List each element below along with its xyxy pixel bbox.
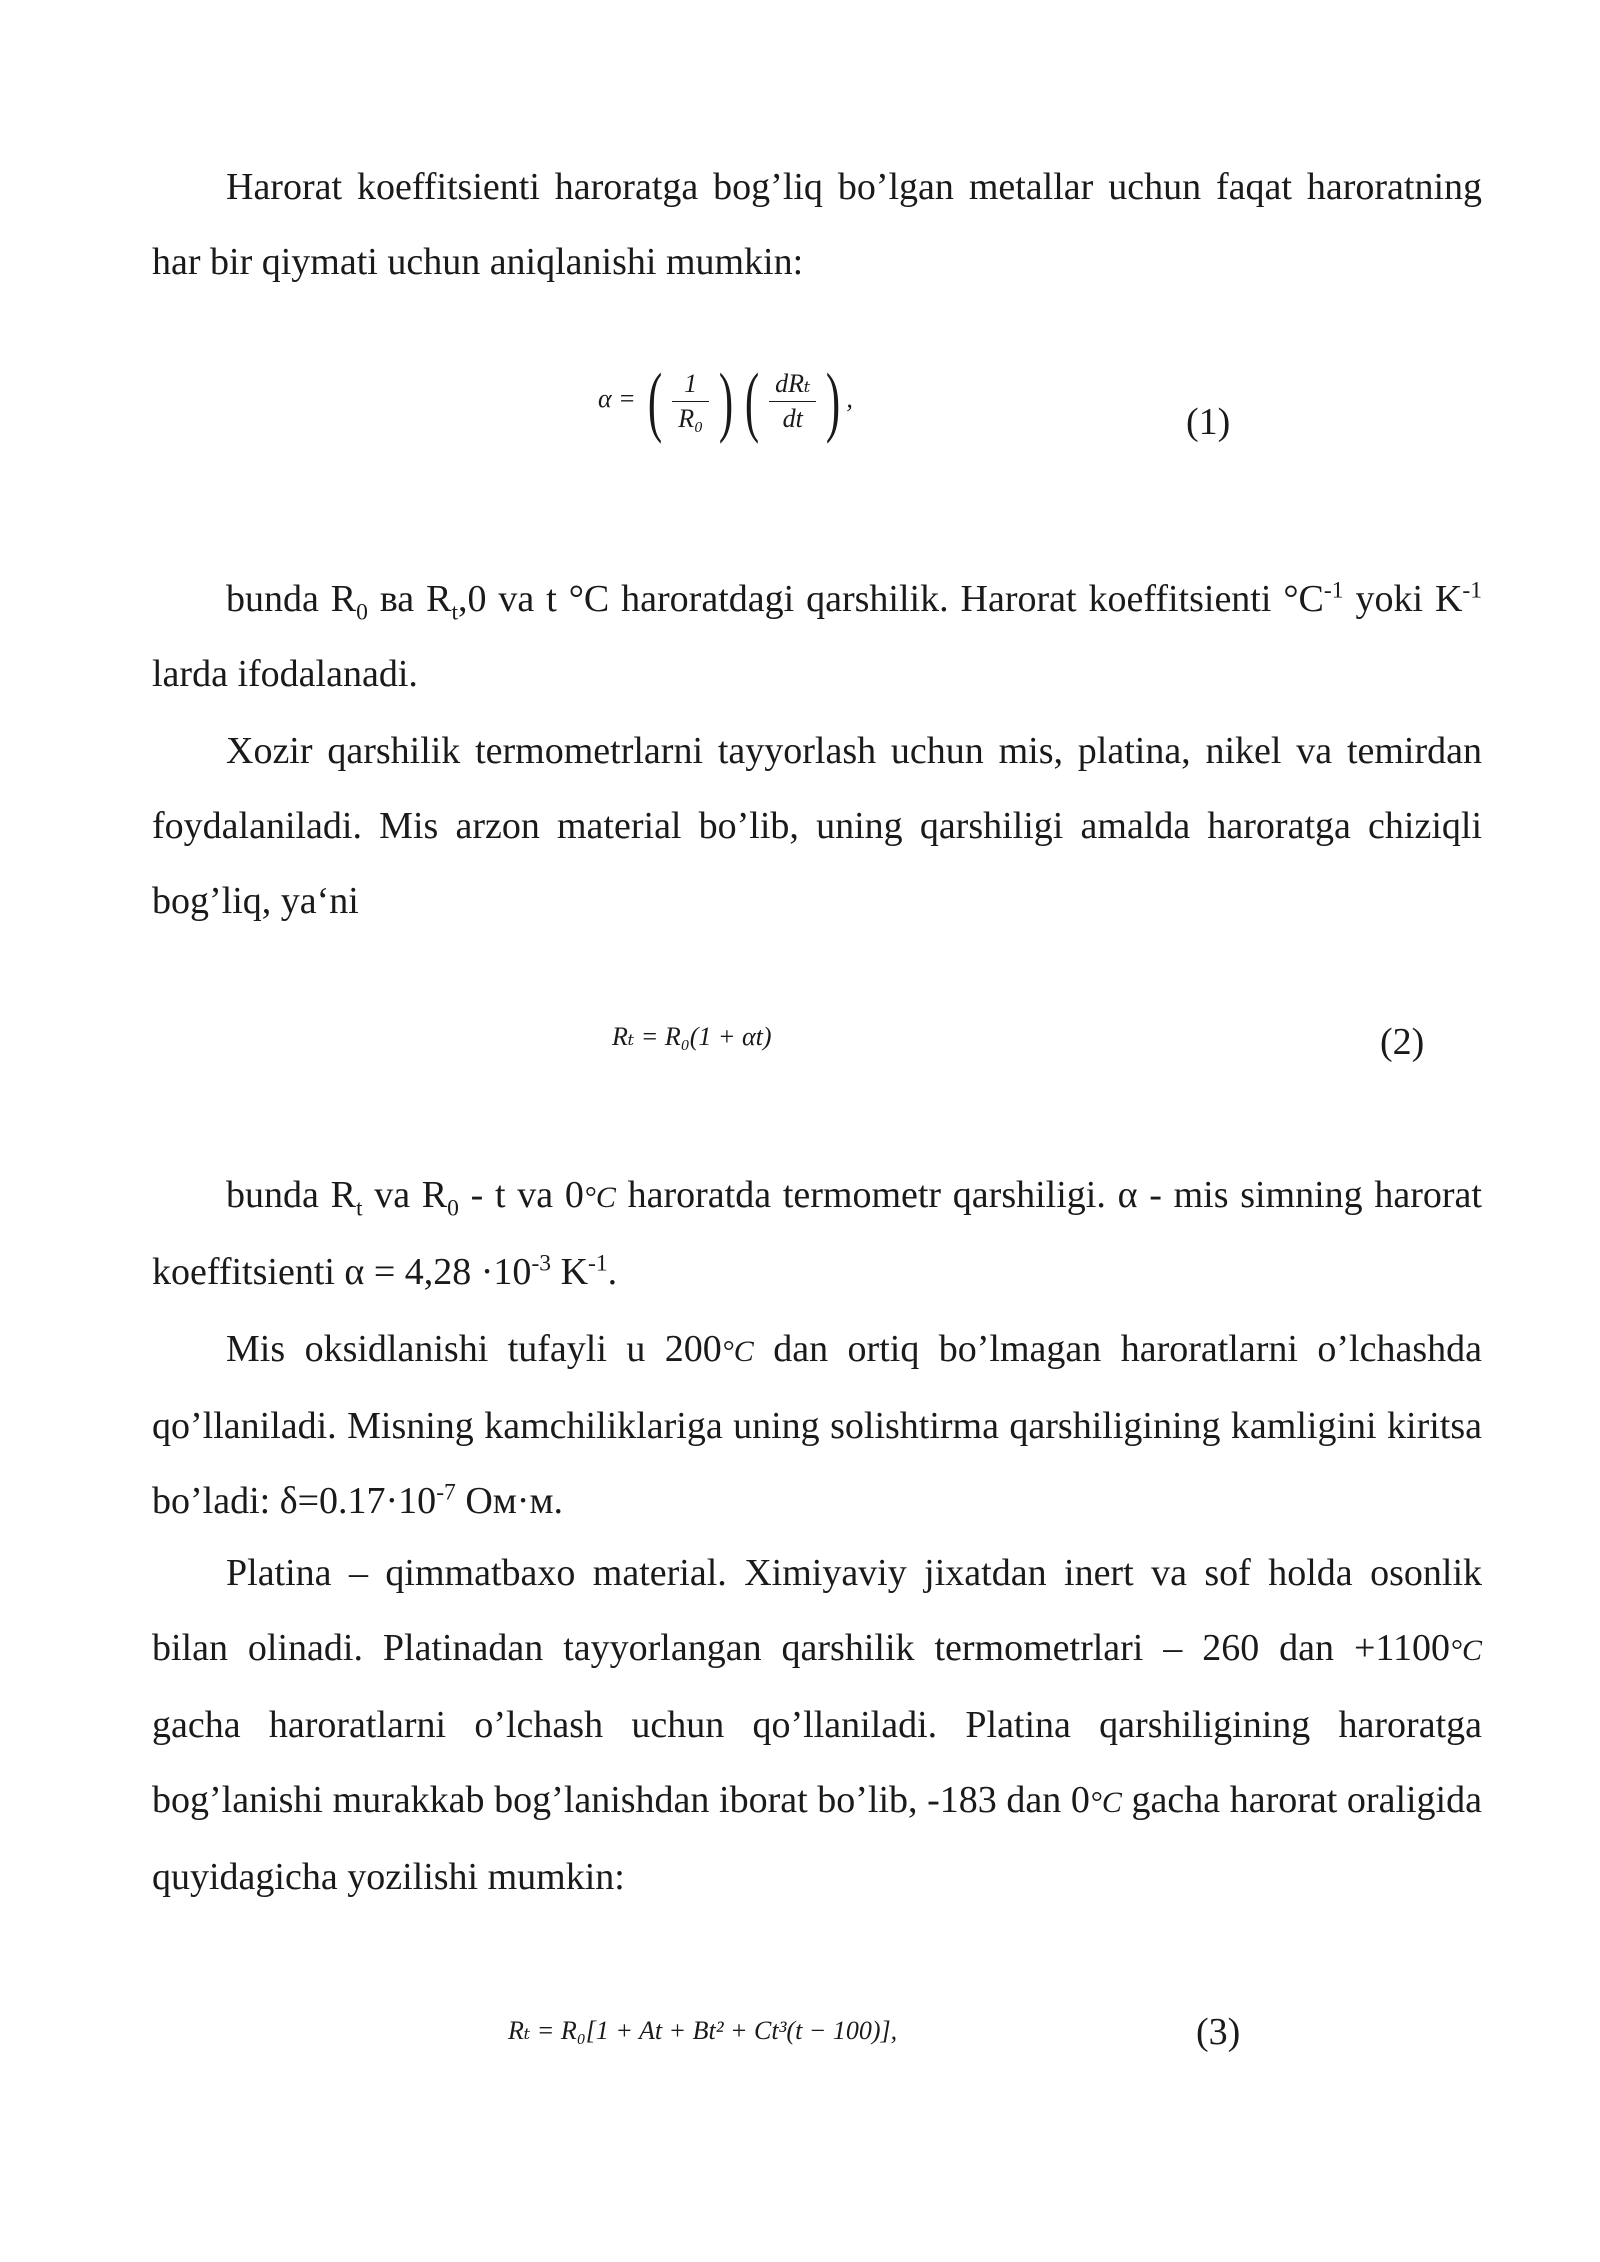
text-segment: Platina – qimmatbaxo material. Ximiyaviy jixatdan inert va sof holda osonlik bilan olinadi. Platinadan tayyorlangan qarshilik termometrlari – 260 dan +1100 xyxy=(152,1552,1482,1669)
equation-2-number: (2) xyxy=(1380,1021,1425,1063)
equation-1-number: (1) xyxy=(1186,401,1231,443)
paragraph-materials xyxy=(152,714,1482,939)
text-segment: Ом·м. xyxy=(455,1480,564,1522)
text-segment: larda ifodalanadi. xyxy=(152,653,418,695)
text-segment: ва R xyxy=(367,578,452,620)
superscript: -3 xyxy=(531,1250,552,1277)
equation-1-den2: dt xyxy=(782,403,803,433)
superscript: -1 xyxy=(1323,577,1344,604)
equation-1-fraction-1 xyxy=(672,367,709,436)
paragraph-platinum xyxy=(152,1536,1482,1915)
equation-2-text: Rₜ = R₀(1 + αt) xyxy=(612,1022,772,1051)
equation-2 xyxy=(612,1022,772,1052)
subscript: t xyxy=(451,599,458,626)
text-segment: va R xyxy=(362,1174,448,1216)
equation-1-fraction-2 xyxy=(769,367,816,436)
equation-1-paren-right-2: ) xyxy=(826,357,841,444)
equation-1-paren-left: ( xyxy=(648,357,663,444)
equation-1-den1: R₀ xyxy=(678,403,704,433)
paragraph-copper-oxidation xyxy=(152,1312,1482,1539)
equation-3-text: Rₜ = R₀[1 + At + Bt² + Ct³(t − 100)], xyxy=(508,2016,898,2045)
text-segment: - t va 0 xyxy=(458,1174,584,1216)
paragraph-intro-text: Harorat koeffitsienti haroratga bog’liq bo’lgan metallar uchun faqat haroratning har bir qiymati uchun aniqlanishi mumkin: xyxy=(152,166,1482,283)
text-segment: ,0 va t °C haroratdagi qarshilik. Harorat koeffitsienti °C xyxy=(457,578,1324,620)
equation-1-paren-right: ) xyxy=(718,357,734,444)
subscript: 0 xyxy=(447,1195,459,1222)
text-segment: Mis oksidlanishi tufayli u 200 xyxy=(226,1328,722,1370)
equation-1-lhs: α = xyxy=(598,383,636,413)
unit-celsius: °C xyxy=(721,1335,754,1368)
text-segment: bunda R xyxy=(226,578,357,620)
equation-1-num1: 1 xyxy=(672,367,709,402)
equation-3 xyxy=(508,2016,897,2046)
text-segment: gacha harorat oraligida quyidagicha yozilishi mumkin: xyxy=(152,1779,1482,1898)
text-segment: yoki K xyxy=(1343,578,1463,620)
text-segment: bunda R xyxy=(226,1174,356,1216)
superscript: -7 xyxy=(436,1479,456,1506)
superscript: -1 xyxy=(588,1250,608,1277)
paragraph-definitions xyxy=(152,562,1482,712)
equation-1-num2: dRₜ xyxy=(769,367,816,402)
paragraph-copper-coefficient xyxy=(152,1158,1482,1310)
text-segment: dan ortiq bo’lmagan haroratlarni o’lchashda qo’llaniladi. Misning kamchiliklariga uning solishtirma qarshiligining kamligini kiritsa bo’ladi: δ=0.17·10 xyxy=(152,1328,1482,1522)
paragraph-intro xyxy=(152,150,1482,300)
equation-1 xyxy=(598,357,853,444)
text-segment: haroratda termometr qarshiligi. α - mis simning harorat koeffitsienti α = 4,28 ·10 xyxy=(152,1174,1482,1293)
unit-celsius: °C xyxy=(1449,1634,1482,1667)
unit-celsius: °C xyxy=(1089,1786,1122,1819)
paragraph-materials-text: Xozir qarshilik termometrlarni tayyorlash uchun mis, platina, nikel va temirdan foydalaniladi. Mis arzon material bo’lib, uning qarshiligi amalda haroratga chiziqli bog’liq, ya‘ni xyxy=(152,730,1482,922)
unit-celsius: °C xyxy=(583,1181,616,1214)
text-segment: . xyxy=(607,1251,618,1293)
text-segment: gacha haroratlarni o’lchash uchun qo’llaniladi. Platina qarshiligining haroratga bog’lanishi murakkab bog’lanishdan iborat bo’lib, -183 dan 0 xyxy=(152,1704,1482,1821)
equation-1-paren-left-2: ( xyxy=(744,357,760,444)
subscript: 0 xyxy=(356,599,368,626)
equation-3-number: (3) xyxy=(1196,2011,1241,2053)
equation-1-tail: , xyxy=(846,383,853,413)
subscript: t xyxy=(355,1195,363,1222)
superscript: -1 xyxy=(1462,577,1483,604)
text-segment: K xyxy=(551,1251,589,1293)
